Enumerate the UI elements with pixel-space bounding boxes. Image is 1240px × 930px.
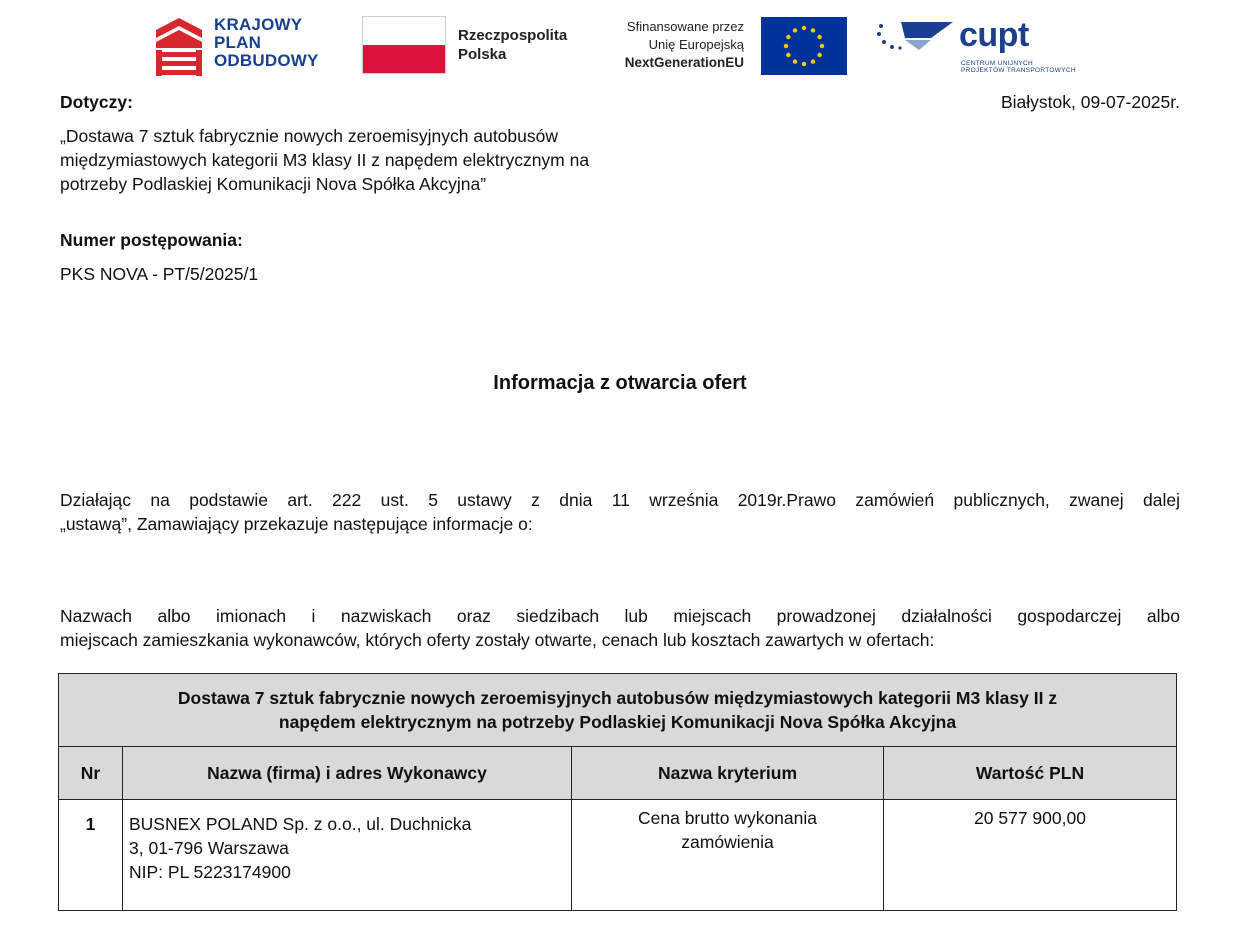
paragraph-line: miejscach zamieszkania wykonawców, których oferty zostały otwarte, cenach lub kosztach zawartych w ofertach:	[60, 630, 935, 650]
paragraph-line: „ustawą”, Zamawiający przekazuje następujące informacje o:	[60, 514, 533, 534]
eu-funding-text: Sfinansowane przez Unię Europejską NextGenerationEU	[624, 19, 744, 70]
rp-wordmark: Rzeczpospolita Polska	[458, 27, 568, 63]
offers-paragraph	[60, 604, 1180, 652]
proceeding-number: PKS NOVA - PT/5/2025/1	[60, 264, 259, 284]
cupt-subtitle: CENTRUM UNIJNYCH PROJEKTÓW TRANSPORTOWYCH	[961, 60, 1076, 74]
cell-value: 20 577 900,00	[884, 800, 1177, 911]
regarding-label: Dotyczy:	[60, 92, 133, 112]
cell-nr: 1	[59, 800, 123, 911]
subject-text	[60, 124, 589, 196]
table-row	[59, 800, 1177, 911]
place-date: Białystok, 09-07-2025r.	[1001, 92, 1180, 112]
intro-paragraph	[60, 488, 1180, 536]
rp-logo	[360, 12, 575, 78]
subject-line: międzymiastowych kategorii M3 klasy II z napędem elektrycznym na	[60, 150, 590, 170]
kpo-wordmark: KRAJOWY PLAN ODBUDOWY	[214, 15, 319, 70]
offers-table	[58, 673, 1177, 911]
page-title: Informacja z otwarcia ofert	[493, 372, 747, 394]
logo-bar	[150, 0, 1090, 82]
cell-contractor: BUSNEX POLAND Sp. z o.o., ul. Duchnicka 3, 01-796 Warszawa NIP: PL 5223174900	[123, 800, 572, 911]
kpo-emblem-icon	[154, 16, 204, 76]
subject-line: potrzeby Podlaskiej Komunikacji Nova Spółka Akcyjna”	[60, 174, 487, 194]
cupt-wordmark: cupt	[959, 16, 1029, 54]
eu-flag-icon	[761, 17, 847, 75]
polish-flag-icon	[362, 16, 446, 74]
column-header-criterion: Nazwa kryterium	[572, 747, 884, 800]
cupt-logo	[875, 12, 1090, 78]
cell-criterion: Cena brutto wykonania zamówienia	[572, 800, 884, 911]
subject-line: „Dostawa 7 sztuk fabrycznie nowych zeroemisyjnych autobusów	[60, 126, 558, 146]
column-header-nr: Nr	[59, 747, 123, 800]
eu-logo	[602, 12, 847, 78]
column-header-contractor: Nazwa (firma) i adres Wykonawcy	[123, 747, 572, 800]
table-caption: Dostawa 7 sztuk fabrycznie nowych zeroemisyjnych autobusów międzymiastowych kategorii M3 klasy II z napędem elektrycznym na potrzeby Podlaskiej Komunikacji Nova Spółka Akcyjna	[59, 674, 1177, 747]
table-caption-row	[59, 674, 1177, 747]
paragraph-line: Działając na podstawie art. 222 ust. 5 ustawy z dnia 11 września 2019r.Prawo zamówień publicznych, zwanej dalej	[60, 490, 1180, 510]
column-header-value: Wartość PLN	[884, 747, 1177, 800]
paragraph-line: Nazwach albo imionach i nazwiskach oraz siedzibach lub miejscach prowadzonej działalności gospodarczej albo	[60, 606, 1180, 626]
table-header-row	[59, 747, 1177, 800]
cupt-emblem-icon	[875, 18, 955, 58]
proceeding-label: Numer postępowania:	[60, 230, 243, 250]
kpo-logo	[150, 10, 335, 78]
